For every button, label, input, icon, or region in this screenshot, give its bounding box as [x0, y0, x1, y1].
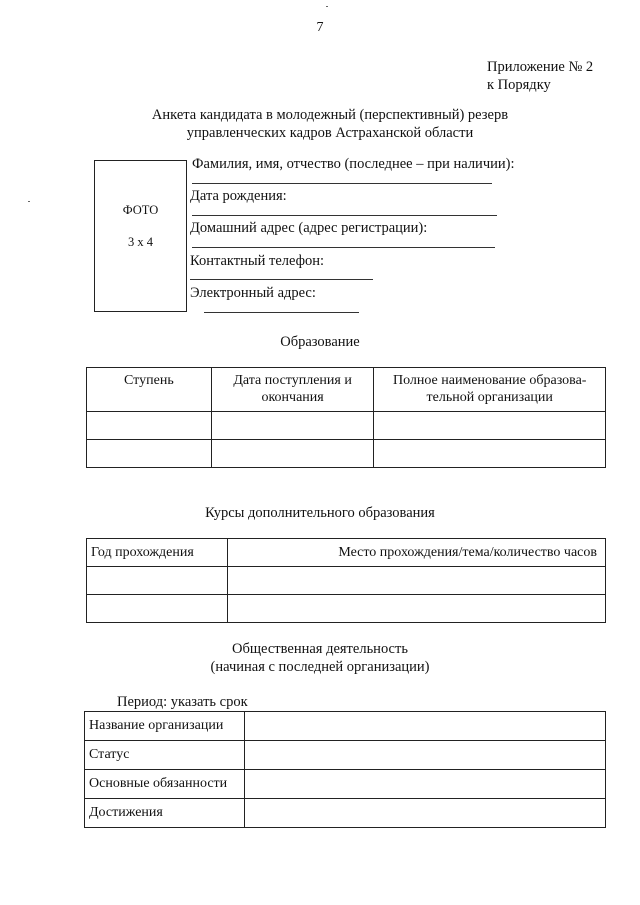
social-row-value[interactable]	[244, 770, 605, 799]
appendix-line-1: Приложение № 2	[487, 59, 594, 75]
social-row-label: Основные обязанности	[85, 770, 245, 799]
appendix-reference	[487, 58, 593, 94]
table-row	[85, 741, 606, 770]
social-row-label: Статус	[85, 741, 245, 770]
education-cell[interactable]	[211, 440, 374, 468]
field-birth-date-line[interactable]	[192, 215, 497, 216]
table-row	[87, 440, 606, 468]
education-title: Образование	[280, 334, 360, 350]
period-label: Период: указать срок	[117, 694, 248, 710]
education-col-dates-line-2: окончания	[261, 390, 324, 405]
field-home-address-line[interactable]	[192, 247, 495, 248]
courses-col-year: Год прохождения	[87, 539, 228, 567]
courses-cell[interactable]	[227, 595, 605, 623]
social-row-value[interactable]	[244, 741, 605, 770]
courses-col-details: Место прохождения/тема/количество часов	[227, 539, 605, 567]
table-row	[85, 799, 606, 828]
field-full-name-label: Фамилия, имя, отчество (последнее – при наличии):	[192, 156, 515, 172]
social-row-value[interactable]	[244, 799, 605, 828]
education-col-institution-line-2: тельной организации	[426, 390, 553, 405]
education-col-level	[87, 368, 212, 412]
education-col-dates-line-1: Дата поступления и	[233, 373, 352, 388]
education-cell[interactable]	[374, 412, 606, 440]
scan-speck	[28, 201, 30, 202]
education-header-row	[87, 368, 606, 412]
field-home-address-label: Домашний адрес (адрес регистрации):	[190, 220, 428, 236]
photo-label: ФОТО	[122, 203, 159, 217]
table-row	[85, 712, 606, 741]
social-title-line-1: Общественная деятельность	[232, 641, 408, 657]
table-row	[87, 595, 606, 623]
courses-header-row	[87, 539, 606, 567]
education-col-level-text: Ступень	[124, 373, 174, 388]
form-title-line-2: управленческих кадров Астраханской области	[186, 125, 474, 141]
courses-cell[interactable]	[87, 567, 228, 595]
page-number: 7	[316, 20, 324, 35]
field-email-line[interactable]	[204, 312, 359, 313]
form-title	[120, 106, 540, 142]
courses-cell[interactable]	[227, 567, 605, 595]
education-table	[86, 367, 606, 468]
courses-table	[86, 538, 606, 623]
education-col-institution	[374, 368, 606, 412]
courses-cell[interactable]	[87, 595, 228, 623]
education-cell[interactable]	[87, 412, 212, 440]
social-table	[84, 711, 606, 828]
field-phone-label: Контактный телефон:	[190, 253, 325, 269]
photo-placeholder	[94, 160, 187, 312]
table-row	[87, 567, 606, 595]
field-phone-line[interactable]	[190, 279, 373, 280]
social-row-label: Название организации	[85, 712, 245, 741]
social-row-value[interactable]	[244, 712, 605, 741]
education-col-dates	[211, 368, 374, 412]
scan-speck	[326, 6, 328, 7]
photo-size: 3 х 4	[128, 235, 153, 249]
education-cell[interactable]	[87, 440, 212, 468]
social-row-label: Достижения	[85, 799, 245, 828]
table-row	[85, 770, 606, 799]
field-birth-date-label: Дата рождения:	[190, 188, 287, 204]
field-email-label: Электронный адрес:	[190, 285, 316, 301]
education-cell[interactable]	[211, 412, 374, 440]
education-cell[interactable]	[374, 440, 606, 468]
table-row	[87, 412, 606, 440]
form-title-line-1: Анкета кандидата в молодежный (перспективный) резерв	[151, 107, 509, 123]
appendix-line-2: к Порядку	[487, 77, 551, 93]
education-col-institution-line-1: Полное наименование образова-	[392, 373, 587, 388]
social-title-line-2: (начиная с последней организации)	[210, 659, 430, 675]
courses-title: Курсы дополнительного образования	[205, 505, 435, 521]
field-full-name-line[interactable]	[192, 183, 492, 184]
social-title	[0, 640, 640, 676]
